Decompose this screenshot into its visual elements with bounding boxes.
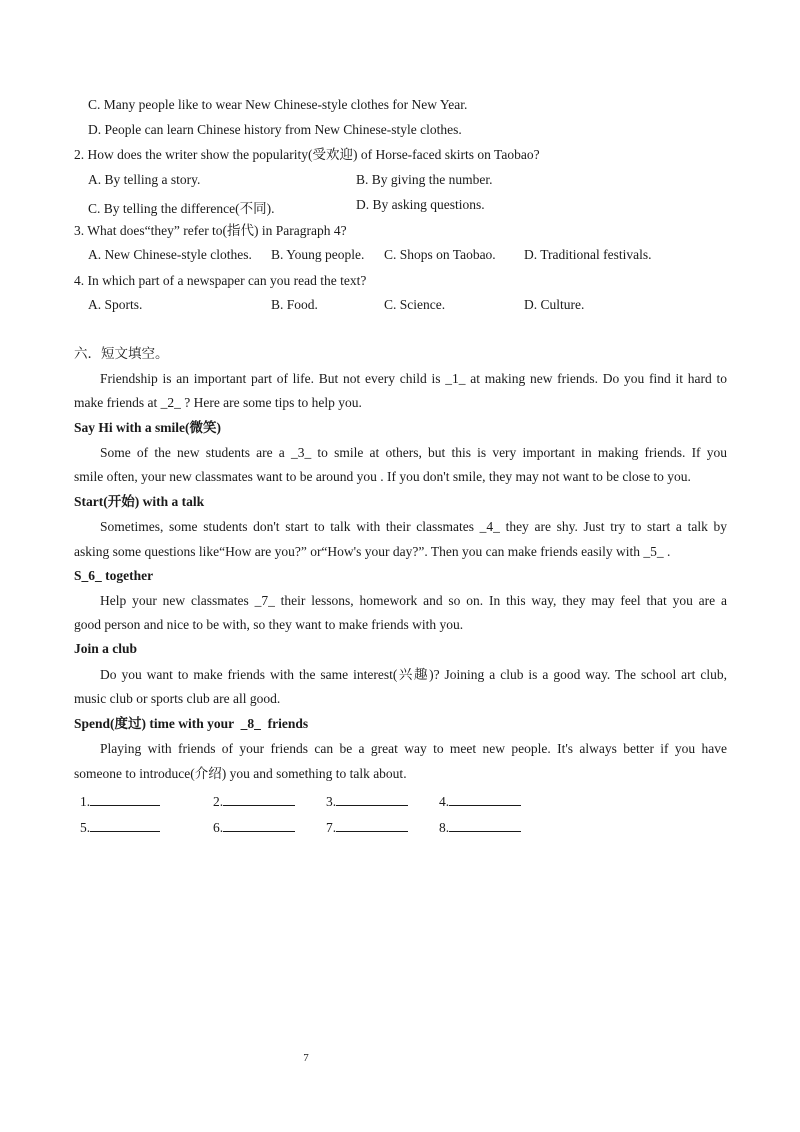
p1-line-2: smile often, your new classmates want to be around you . If you don't smile, they may not want to be close to you. bbox=[74, 469, 691, 484]
q3-stem: 3. What does“they” refer to(指代) in Paragraph 4? bbox=[74, 223, 347, 238]
heading-smile: Say Hi with a smile(微笑) bbox=[74, 420, 221, 435]
answer-blank[interactable]: 5. bbox=[80, 817, 160, 836]
answer-blank[interactable]: 7. bbox=[326, 817, 408, 836]
p3-line-2: good person and nice to be with, so they want to make friends with you. bbox=[74, 617, 464, 632]
p2-line-1: Sometimes, some students don't start to talk with their classmates _4_ they are shy. Just try to start a talk by bbox=[100, 519, 727, 534]
q2-option-c: C. By telling the difference(不同). bbox=[88, 201, 275, 216]
heading-spend: Spend(度过) time with your _8_ friends bbox=[74, 716, 309, 731]
q4-option-b: B. Food. bbox=[271, 297, 318, 312]
q4-option-d: D. Culture. bbox=[524, 297, 585, 312]
section-title: 六．短文填空。 bbox=[74, 346, 169, 361]
q4-option-a: A. Sports. bbox=[88, 297, 143, 312]
q2-stem: 2. How does the writer show the popularity(受欢迎) of Horse-faced skirts on Taobao? bbox=[74, 147, 540, 162]
answer-blank[interactable]: 8. bbox=[439, 817, 521, 836]
heading-club: Join a club bbox=[74, 641, 138, 656]
answer-blank[interactable]: 6. bbox=[213, 817, 295, 836]
heading-together: S_6_ together bbox=[74, 568, 154, 583]
p5-line-1: Playing with friends of your friends can be a great way to meet new people. It's always better if you have bbox=[100, 741, 727, 756]
q4-stem: 4. In which part of a newspaper can you read the text? bbox=[74, 273, 367, 288]
q3-option-c: C. Shops on Taobao. bbox=[384, 247, 496, 262]
answer-blank[interactable]: 1. bbox=[80, 791, 160, 810]
intro-line-1: Friendship is an important part of life. But not every child is _1_ at making new friends. Do you find it hard to bbox=[100, 371, 727, 386]
q3-option-a: A. New Chinese-style clothes. bbox=[88, 247, 252, 262]
q3-option-d: D. Traditional festivals. bbox=[524, 247, 652, 262]
heading-talk: Start(开始) with a talk bbox=[74, 494, 205, 509]
p4-line-1: Do you want to make friends with the same interest(兴趣)? Joining a club is a good way. The school art club, bbox=[100, 667, 727, 682]
q2-option-b: B. By giving the number. bbox=[356, 172, 493, 187]
answer-blank[interactable]: 2. bbox=[213, 791, 295, 810]
p2-line-2: asking some questions like“How are you?” or“How's your day?”. Then you can make friends easily with _5_ . bbox=[74, 544, 671, 559]
q3-option-b: B. Young people. bbox=[271, 247, 365, 262]
q2-option-d: D. By asking questions. bbox=[356, 197, 485, 212]
p5-line-2: someone to introduce(介绍) you and something to talk about. bbox=[74, 766, 407, 781]
q4-option-c: C. Science. bbox=[384, 297, 446, 312]
q2-option-a: A. By telling a story. bbox=[88, 172, 201, 187]
p1-line-1: Some of the new students are a _3_ to smile at others, but this is very important in making friends. If you bbox=[100, 445, 727, 460]
intro-line-2: make friends at _2_ ? Here are some tips to help you. bbox=[74, 395, 362, 410]
q1-option-d: D. People can learn Chinese history from New Chinese-style clothes. bbox=[88, 122, 462, 137]
answer-blank[interactable]: 3. bbox=[326, 791, 408, 810]
q1-option-c: C. Many people like to wear New Chinese-style clothes for New Year. bbox=[88, 97, 468, 112]
answer-blank[interactable]: 4. bbox=[439, 791, 521, 810]
p3-line-1: Help your new classmates _7_ their lessons, homework and so on. In this way, they may feel that you are a bbox=[100, 593, 727, 608]
page-number: 7 bbox=[303, 1052, 309, 1064]
p4-line-2: music club or sports club are all good. bbox=[74, 691, 281, 706]
